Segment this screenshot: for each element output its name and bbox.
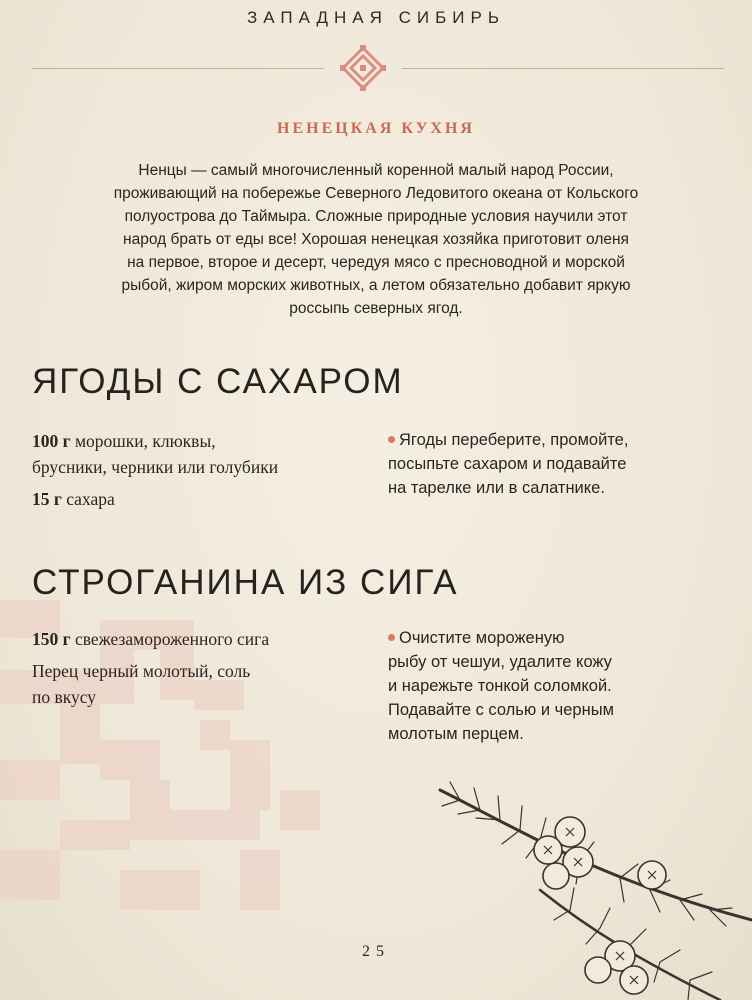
juniper-branch-icon — [420, 770, 752, 1000]
ingredient-text: сахара — [61, 489, 115, 509]
method-line: и нарежьте тонкой соломкой. — [388, 677, 612, 695]
intro-line: на первое, второе и десерт, чередуя мясо с пресноводной и морской — [127, 254, 625, 271]
diamond-ornament-icon — [340, 45, 386, 91]
intro-line: россыпь северных ягод. — [289, 300, 463, 317]
region-title: ЗАПАДНАЯ СИБИРЬ — [246, 8, 506, 27]
header-rule-right — [402, 68, 724, 69]
bullet-icon — [388, 634, 395, 641]
ingredient-item — [32, 626, 372, 652]
bullet-icon — [388, 436, 395, 443]
method-line: рыбу от чешуи, удалите кожу — [388, 653, 612, 671]
method-line: Очистите мороженую — [399, 629, 565, 647]
ingredient-item — [32, 486, 372, 512]
intro-line: Ненцы — самый многочисленный коренной малый народ России, — [138, 162, 614, 179]
section-heading: НЕНЕЦКАЯ КУХНЯ — [277, 120, 475, 137]
intro-paragraph — [72, 159, 680, 320]
ingredient-quantity: 150 г — [32, 629, 71, 649]
ingredients-list — [32, 428, 372, 518]
intro-line: проживающий на побережье Северного Ледовитого океана от Кольского — [113, 185, 639, 202]
method-text — [388, 428, 708, 500]
header-rule-left — [32, 68, 324, 69]
page-number: 25 — [362, 943, 390, 960]
ingredient-item — [32, 658, 372, 710]
method-line: Подавайте с солью и черным — [388, 701, 614, 719]
method-line: молотым перцем. — [388, 725, 524, 743]
ingredient-quantity: 15 г — [32, 489, 62, 509]
intro-line: полуострова до Таймыра. Сложные природные условия научили этот — [124, 208, 628, 225]
method-line: посыпьте сахаром и подавайте — [388, 455, 627, 473]
ingredients-list — [32, 626, 372, 716]
ingredient-text: по вкусу — [32, 687, 97, 707]
ingredient-text: Перец черный молотый, соль — [32, 661, 251, 681]
ingredient-quantity: 100 г — [32, 431, 71, 451]
method-line: Ягоды переберите, промойте, — [399, 431, 629, 449]
method-text — [388, 626, 708, 746]
ingredient-text: свежезамороженного сига — [70, 629, 270, 649]
ingredient-text: морошки, клюквы, — [70, 431, 216, 451]
intro-line: народ брать от еды все! Хорошая ненецкая хозяйка приготовит оленя — [123, 231, 629, 248]
nenets-ornament-pattern-icon — [0, 560, 360, 920]
intro-line: рыбой, жиром морских животных, а летом обязательно добавит яркую — [121, 277, 631, 294]
recipe-title: СТРОГАНИНА ИЗ СИГА — [32, 563, 459, 602]
ingredient-text: брусники, черники или голубики — [32, 457, 279, 477]
ingredient-item — [32, 428, 372, 480]
recipe-title: ЯГОДЫ С САХАРОМ — [32, 362, 404, 401]
method-line: на тарелке или в салатнике. — [388, 479, 605, 497]
